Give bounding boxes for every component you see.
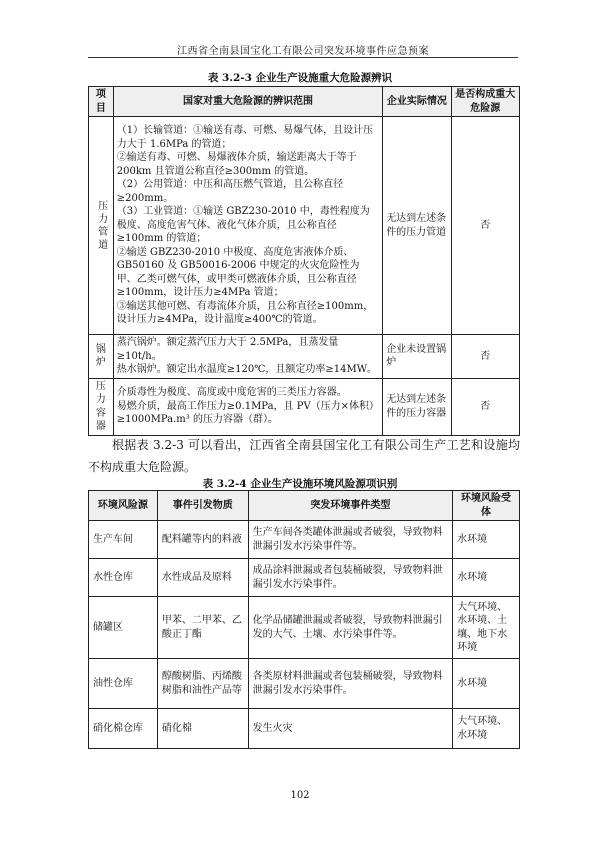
- row-is-major: 否: [451, 378, 519, 435]
- cell-receptor: 大气环境、水环境: [453, 709, 520, 749]
- page-number: 102: [290, 790, 310, 801]
- col-header-receptor: 环境风险受体: [453, 491, 520, 521]
- major-hazard-table: [88, 86, 520, 436]
- col-header-item: 项目: [89, 87, 114, 117]
- table-row: [89, 117, 520, 335]
- env-risk-table: [88, 490, 520, 749]
- cell-substance: 醇酸树脂、丙烯酸树脂和油性产品等: [157, 659, 248, 709]
- cell-receptor: 水环境: [453, 659, 520, 709]
- scope-line: ②输送 GBZ230-2010 中极度、高度危害液体介质、GB50160 及 GB50016-2006 中规定的火灾危险性为甲、乙类可燃气体，或甲类可燃液体介质，且公称直径≥100mm，设计压力≥4MPa 管道；: [116, 246, 360, 299]
- cell-type: 各类原材料泄漏或者包装桶破裂，导致物料泄漏引发水污染事件。: [248, 659, 452, 709]
- scope-line: ③输送其他可燃、有毒流体介质，且公称直径≥100mm，设计压力≥4MPa，设计温度≥400℃的管道。: [116, 300, 374, 326]
- row-is-major: 否: [451, 335, 519, 379]
- cell-type: 化学品储罐泄漏或者破裂，导致物料泄漏引发的大气、土壤、水污染事件等。: [248, 597, 452, 659]
- cell-source: 硝化棉仓库: [89, 709, 158, 749]
- scope-line: （3）工业管道：①输送 GBZ230-2010 中，毒性程度为极度、高度危害气体、液化气体介质，且公称直径≥100mm 的管道；: [116, 206, 370, 245]
- row-item: [89, 117, 114, 335]
- col-header-scope: 国家对重大危险源的辨识范围: [113, 87, 382, 117]
- scope-line: （2）公用管道：中压和高压燃气管道，且公称直径≥200mm。: [116, 179, 344, 204]
- scope-line: 蒸汽锅炉。额定蒸汽压力大于 2.5MPa，且蒸发量≥10t/h。: [116, 337, 339, 362]
- cell-receptor: 水环境: [453, 521, 520, 559]
- cell-substance: 硝化棉: [157, 709, 248, 749]
- cell-source: 生产车间: [89, 521, 158, 559]
- col-header-substance: 事件引发物质: [157, 491, 248, 521]
- col-header-is-major: 是否构成重大危险源: [451, 87, 519, 117]
- col-header-type: 突发环境事件类型: [248, 491, 452, 521]
- page-header: 江西省全南县国宝化工有限公司突发环境事件应急预案: [177, 46, 429, 57]
- cell-substance: 配料罐等内的料液: [157, 521, 248, 559]
- row-scope: [113, 378, 382, 435]
- table1-caption: 表 3.2-3 企业生产设施重大危险源辨识: [207, 72, 393, 84]
- table-row: [89, 659, 520, 709]
- table-row: [89, 335, 520, 379]
- cell-substance: 水性成品及原料: [157, 559, 248, 597]
- row-actual: 无达到左述条件的压力管道: [383, 117, 451, 335]
- col-header-source: 环境风险源: [89, 491, 158, 521]
- row-scope: [113, 117, 382, 335]
- cell-type: 生产车间各类罐体泄漏或者破裂，导致物料泄漏引发水污染事件等。: [248, 521, 452, 559]
- table-header-row: [89, 87, 520, 117]
- header-divider: [88, 57, 518, 58]
- cell-source: 水性仓库: [89, 559, 158, 597]
- scope-line: 热水锅炉。额定出水温度≥120℃，且额定功率≥14MW。: [116, 364, 378, 375]
- table2-caption: 表 3.2-4 企业生产设施环境风险源项识别: [202, 478, 398, 490]
- scope-line: （1）长输管道：①输送有毒、可燃、易爆气体，且设计压力大于 1.6MPa 的管道；: [116, 125, 374, 150]
- row-item: 压力容器: [89, 378, 114, 435]
- table-row: [89, 378, 520, 435]
- row-actual: 无达到左述条件的压力容器: [383, 378, 451, 435]
- cell-receptor: 水环境: [453, 559, 520, 597]
- row-is-major: 否: [451, 117, 519, 335]
- cell-type: 成品涂料泄漏或者包装桶破裂，导致物料泄漏引发水污染事件。: [248, 559, 452, 597]
- row-item: 锅炉: [89, 335, 114, 379]
- conclusion-paragraph: 根据表 3.2-3 可以看出，江西省全南县国宝化工有限公司生产工艺和设施均不构成重大危险源。: [88, 438, 520, 474]
- table-row: [89, 521, 520, 559]
- row-actual: 企业未设置锅炉: [383, 335, 451, 379]
- row-item-label: 压力管道: [95, 199, 107, 252]
- table-row: [89, 559, 520, 597]
- col-header-actual: 企业实际情况: [383, 87, 451, 117]
- table-header-row: [89, 491, 520, 521]
- scope-line: ②输送有毒、可燃、易爆液体介质，输送距离大于等于 200km 且管道公称直径≥300mm 的管道。: [116, 152, 357, 177]
- cell-receptor: 大气环境、水环境、土壤、地下水环境: [453, 597, 520, 659]
- cell-substance: 甲苯、二甲苯、乙酸正丁酯: [157, 597, 248, 659]
- row-scope: [113, 335, 382, 379]
- scope-line: 介质毒性为极度、高度或中度危害的三类压力容器。: [116, 387, 347, 399]
- cell-source: 油性仓库: [89, 659, 158, 709]
- scope-line: 易燃介质，最高工作压力≥0.1MPa，且 PV（压力×体积）≥1000MPa.m³ 的压力容器（群）。: [116, 400, 380, 426]
- table-row: [89, 709, 520, 749]
- table-row: [89, 597, 520, 659]
- cell-type: 发生火灾: [248, 709, 452, 749]
- cell-source: 储罐区: [89, 597, 158, 659]
